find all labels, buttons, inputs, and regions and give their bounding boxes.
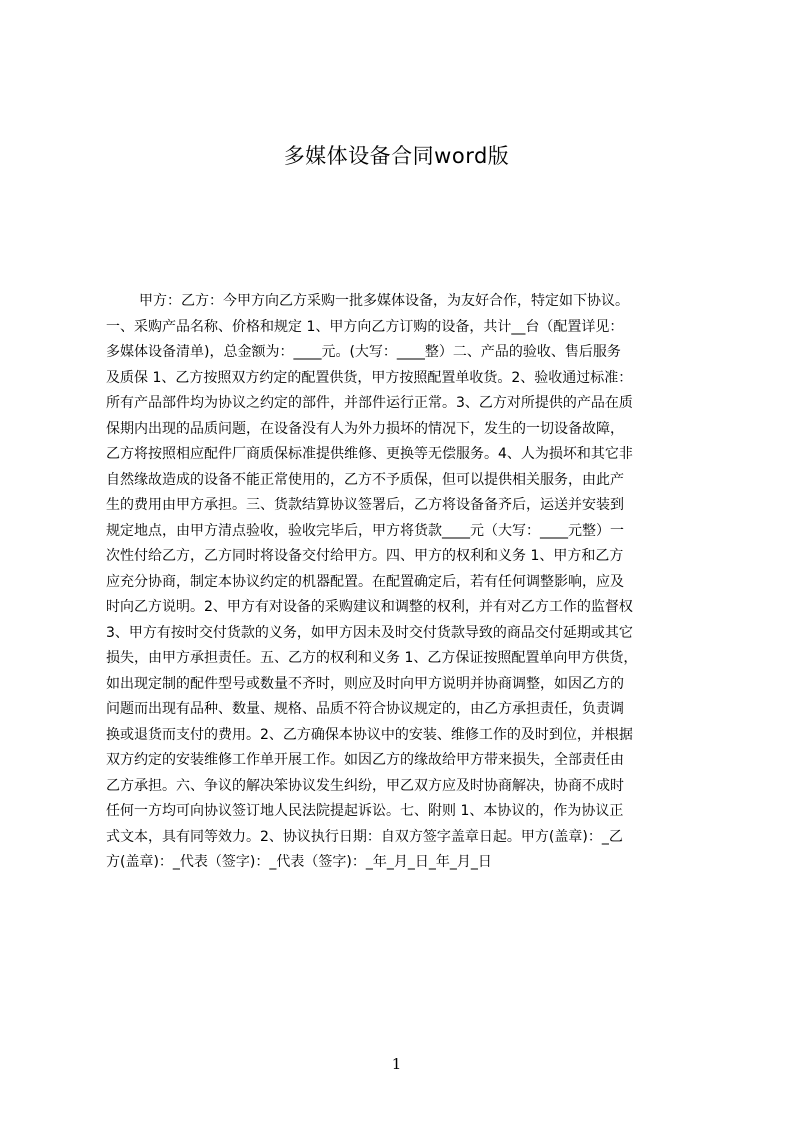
body-line: 如出现定制的配件型号或数量不齐时，则应及时向甲方说明并协商调整，如因乙方的 [106, 675, 624, 692]
body-line: 甲方：乙方：今甲方向乙方采购一批多媒体设备，为友好合作，特定如下协议。 [139, 293, 629, 309]
body-line: 次性付给乙方，乙方同时将设备交付给甲方。四、甲方的权利和义务 1、甲方和乙方 [106, 548, 624, 564]
body-line: 式文本，具有同等效力。2、协议执行日期：自双方签字盖章日起。甲方(盖章)：_乙 [106, 828, 623, 845]
body-line: 问题而出现有品种、数量、规格、品质不符合协议规定的，由乙方承担责任，负责调 [106, 701, 624, 717]
body-line: 时向乙方说明。2、甲方有对设备的采购建议和调整的权利，并有对乙方工作的监督权 [106, 599, 633, 615]
body-line: 一、采购产品名称、价格和规定 1、甲方向乙方订购的设备，共计__台（配置详见： [106, 318, 624, 335]
body-line: 所有产品部件均为协议之约定的部件，并部件运行正常。3、乙方对所提供的产品在质 [106, 395, 633, 411]
body-line: 自然缘故造成的设备不能正常使用的，乙方不予质保，但可以提供相关服务，由此产 [106, 471, 624, 488]
body-line: 损失，由甲方承担责任。五、乙方的权利和义务 1、乙方保证按照配置单向甲方供货， [106, 650, 638, 666]
contract-body [106, 289, 696, 901]
body-line: 乙方将按照相应配件厂商质保标准提供维修、更换等无偿服务。4、人为损坏和其它非 [106, 446, 633, 462]
body-line: 生的费用由甲方承担。三、货款结算协议签署后，乙方将设备备齐后，运送并安装到 [106, 497, 624, 513]
body-line: 方(盖章)：_代表（签字)：_代表（签字)：_年_月_日_年_月_日 [106, 854, 492, 870]
body-line: 乙方承担。六、争议的解决笨协议发生纠纷，甲乙双方应及时协商解决，协商不成时 [106, 777, 624, 794]
body-line: 保期内出现的品质问题，在设备没有人为外力损坏的情况下，发生的一切设备故障， [106, 420, 624, 437]
body-line: 换或退货而支付的费用。2、乙方确保本协议中的安装、维修工作的及时到位，并根据 [106, 726, 633, 743]
body-line: 规定地点，由甲方清点验收，验收完毕后，甲方将货款____元（大写：____元整）一 [106, 522, 624, 539]
page-number: 1 [391, 1055, 402, 1073]
document-title: 多媒体设备合同word版 [283, 144, 510, 168]
body-line: 3、甲方有按时交付货款的义务，如甲方因未及时交付货款导致的商品交付延期或其它 [106, 624, 633, 641]
body-line: 应充分协商，制定本协议约定的机器配置。在配置确定后，若有任何调整影响，应及 [106, 573, 624, 590]
body-line: 任何一方均可向协议签订地人民法院提起诉讼。七、附则 1、本协议的，作为协议正 [106, 803, 624, 819]
body-line: 及质保 1、乙方按照双方约定的配置供货，甲方按照配置单收货。2、验收通过标准： [106, 369, 633, 386]
body-line: 多媒体设备清单)，总金额为：____元。(大写：____整）二、产品的验收、售后服务 [106, 344, 621, 360]
body-line: 双方约定的安装维修工作单开展工作。如因乙方的缘故给甲方带来损失，全部责任由 [106, 752, 624, 768]
